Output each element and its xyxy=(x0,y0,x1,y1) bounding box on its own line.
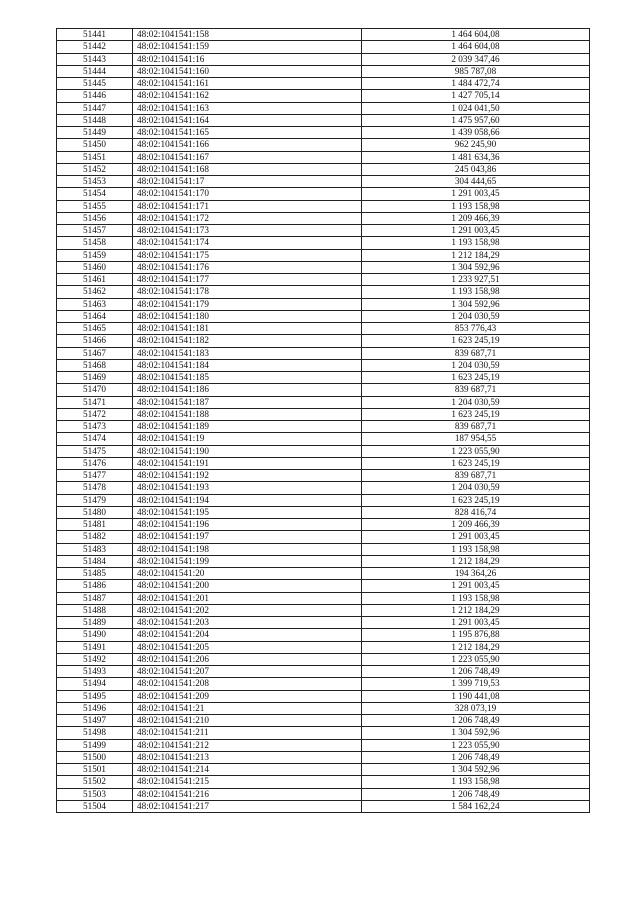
table-row xyxy=(57,800,590,812)
row-number-cell: 51501 xyxy=(57,764,133,776)
row-number-cell: 51465 xyxy=(57,323,133,335)
cadastral-number-cell: 48:02:1041541:206 xyxy=(133,653,362,665)
cadastral-value-cell: 1 195 876,88 xyxy=(362,629,590,641)
cadastral-value-cell: 1 212 184,29 xyxy=(362,604,590,616)
cadastral-number-cell: 48:02:1041541:201 xyxy=(133,592,362,604)
row-number-cell: 51467 xyxy=(57,347,133,359)
table-row xyxy=(57,421,590,433)
table-row xyxy=(57,776,590,788)
cadastral-value-cell: 1 209 466,39 xyxy=(362,212,590,224)
cadastral-number-cell: 48:02:1041541:210 xyxy=(133,715,362,727)
cadastral-value-cell: 1 233 927,51 xyxy=(362,274,590,286)
row-number-cell: 51476 xyxy=(57,457,133,469)
cadastral-number-cell: 48:02:1041541:215 xyxy=(133,776,362,788)
cadastral-value-cell: 1 623 245,19 xyxy=(362,494,590,506)
cadastral-number-cell: 48:02:1041541:200 xyxy=(133,580,362,592)
cadastral-number-cell: 48:02:1041541:197 xyxy=(133,531,362,543)
table-row xyxy=(57,568,590,580)
table-row xyxy=(57,188,590,200)
cadastral-value-cell: 1 193 158,98 xyxy=(362,776,590,788)
cadastral-value-cell: 1 291 003,45 xyxy=(362,531,590,543)
row-number-cell: 51463 xyxy=(57,298,133,310)
row-number-cell: 51451 xyxy=(57,151,133,163)
cadastral-number-cell: 48:02:1041541:214 xyxy=(133,764,362,776)
row-number-cell: 51449 xyxy=(57,127,133,139)
table-row xyxy=(57,457,590,469)
cadastral-value-cell: 1 193 158,98 xyxy=(362,543,590,555)
row-number-cell: 51445 xyxy=(57,78,133,90)
cadastral-value-cell: 839 687,71 xyxy=(362,470,590,482)
cadastral-number-cell: 48:02:1041541:176 xyxy=(133,261,362,273)
cadastral-number-cell: 48:02:1041541:193 xyxy=(133,482,362,494)
cadastral-value-cell: 328 073,19 xyxy=(362,702,590,714)
cadastral-value-cell: 1 204 030,59 xyxy=(362,310,590,322)
table-row xyxy=(57,225,590,237)
row-number-cell: 51500 xyxy=(57,751,133,763)
table-row xyxy=(57,298,590,310)
cadastral-value-cell: 828 416,74 xyxy=(362,506,590,518)
cadastral-value-cell: 1 193 158,98 xyxy=(362,200,590,212)
table-row xyxy=(57,102,590,114)
row-number-cell: 51492 xyxy=(57,653,133,665)
cadastral-value-cell: 1 206 748,49 xyxy=(362,666,590,678)
table-row xyxy=(57,384,590,396)
cadastral-value-cell: 839 687,71 xyxy=(362,421,590,433)
cadastral-value-cell: 1 204 030,59 xyxy=(362,359,590,371)
cadastral-number-cell: 48:02:1041541:213 xyxy=(133,751,362,763)
row-number-cell: 51475 xyxy=(57,445,133,457)
cadastral-number-cell: 48:02:1041541:188 xyxy=(133,408,362,420)
cadastral-number-cell: 48:02:1041541:204 xyxy=(133,629,362,641)
cadastral-value-cell: 1 223 055,90 xyxy=(362,445,590,457)
table-row xyxy=(57,653,590,665)
cadastral-number-cell: 48:02:1041541:189 xyxy=(133,421,362,433)
table-row xyxy=(57,555,590,567)
cadastral-value-cell: 1 209 466,39 xyxy=(362,519,590,531)
cadastral-number-cell: 48:02:1041541:209 xyxy=(133,690,362,702)
table-row xyxy=(57,249,590,261)
row-number-cell: 51471 xyxy=(57,396,133,408)
table-row xyxy=(57,323,590,335)
row-number-cell: 51479 xyxy=(57,494,133,506)
row-number-cell: 51446 xyxy=(57,90,133,102)
cadastral-value-cell: 1 439 058,66 xyxy=(362,127,590,139)
cadastral-number-cell: 48:02:1041541:205 xyxy=(133,641,362,653)
cadastral-number-cell: 48:02:1041541:171 xyxy=(133,200,362,212)
row-number-cell: 51482 xyxy=(57,531,133,543)
table-row xyxy=(57,580,590,592)
cadastral-value-cell: 1 304 592,96 xyxy=(362,727,590,739)
table-row xyxy=(57,788,590,800)
cadastral-number-cell: 48:02:1041541:199 xyxy=(133,555,362,567)
row-number-cell: 51496 xyxy=(57,702,133,714)
cadastral-value-cell: 839 687,71 xyxy=(362,347,590,359)
table-row xyxy=(57,408,590,420)
cadastral-value-cell: 304 444,65 xyxy=(362,176,590,188)
cadastral-value-cell: 1 291 003,45 xyxy=(362,580,590,592)
row-number-cell: 51489 xyxy=(57,617,133,629)
cadastral-number-cell: 48:02:1041541:158 xyxy=(133,29,362,41)
cadastral-value-cell: 1 399 719,53 xyxy=(362,678,590,690)
table-row xyxy=(57,151,590,163)
cadastral-number-cell: 48:02:1041541:159 xyxy=(133,41,362,53)
cadastral-value-cell: 1 623 245,19 xyxy=(362,335,590,347)
cadastral-value-cell: 1 304 592,96 xyxy=(362,298,590,310)
cadastral-value-cell: 1 193 158,98 xyxy=(362,592,590,604)
cadastral-value-cell: 839 687,71 xyxy=(362,384,590,396)
table-row xyxy=(57,702,590,714)
cadastral-number-cell: 48:02:1041541:216 xyxy=(133,788,362,800)
table-row xyxy=(57,372,590,384)
cadastral-number-cell: 48:02:1041541:217 xyxy=(133,800,362,812)
row-number-cell: 51494 xyxy=(57,678,133,690)
cadastral-number-cell: 48:02:1041541:191 xyxy=(133,457,362,469)
cadastral-number-cell: 48:02:1041541:172 xyxy=(133,212,362,224)
cadastral-value-cell: 1 623 245,19 xyxy=(362,457,590,469)
row-number-cell: 51485 xyxy=(57,568,133,580)
table-row xyxy=(57,470,590,482)
row-number-cell: 51487 xyxy=(57,592,133,604)
cadastral-value-cell: 1 223 055,90 xyxy=(362,739,590,751)
row-number-cell: 51443 xyxy=(57,53,133,65)
table-row xyxy=(57,347,590,359)
cadastral-value-cell: 1 212 184,29 xyxy=(362,555,590,567)
row-number-cell: 51441 xyxy=(57,29,133,41)
row-number-cell: 51490 xyxy=(57,629,133,641)
row-number-cell: 51469 xyxy=(57,372,133,384)
row-number-cell: 51497 xyxy=(57,715,133,727)
cadastral-value-cell: 1 481 634,36 xyxy=(362,151,590,163)
cadastral-number-cell: 48:02:1041541:183 xyxy=(133,347,362,359)
table-row xyxy=(57,751,590,763)
cadastral-number-cell: 48:02:1041541:167 xyxy=(133,151,362,163)
cadastral-number-cell: 48:02:1041541:181 xyxy=(133,323,362,335)
table-row xyxy=(57,617,590,629)
row-number-cell: 51495 xyxy=(57,690,133,702)
table-row xyxy=(57,65,590,77)
cadastral-value-cell: 1 623 245,19 xyxy=(362,372,590,384)
cadastral-value-cell: 2 039 347,46 xyxy=(362,53,590,65)
table-row xyxy=(57,543,590,555)
table-row xyxy=(57,274,590,286)
row-number-cell: 51484 xyxy=(57,555,133,567)
table-row xyxy=(57,641,590,653)
row-number-cell: 51450 xyxy=(57,139,133,151)
table-row xyxy=(57,604,590,616)
row-number-cell: 51498 xyxy=(57,727,133,739)
table-body xyxy=(57,29,590,813)
cadastral-number-cell: 48:02:1041541:177 xyxy=(133,274,362,286)
cadastral-number-cell: 48:02:1041541:161 xyxy=(133,78,362,90)
row-number-cell: 51473 xyxy=(57,421,133,433)
cadastral-value-cell: 1 212 184,29 xyxy=(362,249,590,261)
cadastral-value-cell: 1 193 158,98 xyxy=(362,237,590,249)
cadastral-value-cell: 1 204 030,59 xyxy=(362,482,590,494)
cadastral-number-cell: 48:02:1041541:190 xyxy=(133,445,362,457)
table-row xyxy=(57,715,590,727)
table-row xyxy=(57,53,590,65)
cadastral-number-cell: 48:02:1041541:198 xyxy=(133,543,362,555)
row-number-cell: 51464 xyxy=(57,310,133,322)
table-row xyxy=(57,445,590,457)
cadastral-number-cell: 48:02:1041541:20 xyxy=(133,568,362,580)
table-row xyxy=(57,90,590,102)
cadastral-value-cell: 187 954,55 xyxy=(362,433,590,445)
cadastral-value-cell: 1 464 604,08 xyxy=(362,29,590,41)
cadastral-number-cell: 48:02:1041541:212 xyxy=(133,739,362,751)
cadastral-value-cell: 194 364,26 xyxy=(362,568,590,580)
row-number-cell: 51474 xyxy=(57,433,133,445)
row-number-cell: 51483 xyxy=(57,543,133,555)
cadastral-number-cell: 48:02:1041541:211 xyxy=(133,727,362,739)
cadastral-number-cell: 48:02:1041541:203 xyxy=(133,617,362,629)
row-number-cell: 51447 xyxy=(57,102,133,114)
cadastral-value-cell: 1 206 748,49 xyxy=(362,751,590,763)
cadastral-number-cell: 48:02:1041541:179 xyxy=(133,298,362,310)
cadastral-number-cell: 48:02:1041541:202 xyxy=(133,604,362,616)
cadastral-value-cell: 1 304 592,96 xyxy=(362,764,590,776)
cadastral-value-cell: 853 776,43 xyxy=(362,323,590,335)
table-row xyxy=(57,727,590,739)
table-row xyxy=(57,237,590,249)
row-number-cell: 51468 xyxy=(57,359,133,371)
table-row xyxy=(57,41,590,53)
row-number-cell: 51459 xyxy=(57,249,133,261)
cadastral-number-cell: 48:02:1041541:17 xyxy=(133,176,362,188)
row-number-cell: 51458 xyxy=(57,237,133,249)
cadastral-number-cell: 48:02:1041541:175 xyxy=(133,249,362,261)
cadastral-value-cell: 1 024 041,50 xyxy=(362,102,590,114)
cadastral-value-cell: 1 223 055,90 xyxy=(362,653,590,665)
row-number-cell: 51480 xyxy=(57,506,133,518)
row-number-cell: 51472 xyxy=(57,408,133,420)
cadastral-number-cell: 48:02:1041541:16 xyxy=(133,53,362,65)
row-number-cell: 51493 xyxy=(57,666,133,678)
cadastral-number-cell: 48:02:1041541:178 xyxy=(133,286,362,298)
cadastral-number-cell: 48:02:1041541:173 xyxy=(133,225,362,237)
cadastral-value-cell: 1 623 245,19 xyxy=(362,408,590,420)
cadastral-number-cell: 48:02:1041541:170 xyxy=(133,188,362,200)
cadastral-value-cell: 1 212 184,29 xyxy=(362,641,590,653)
row-number-cell: 51457 xyxy=(57,225,133,237)
row-number-cell: 51478 xyxy=(57,482,133,494)
row-number-cell: 51453 xyxy=(57,176,133,188)
cadastral-value-cell: 1 193 158,98 xyxy=(362,286,590,298)
table-row xyxy=(57,666,590,678)
cadastral-number-cell: 48:02:1041541:207 xyxy=(133,666,362,678)
cadastral-value-cell: 1 427 705,14 xyxy=(362,90,590,102)
cadastral-number-cell: 48:02:1041541:182 xyxy=(133,335,362,347)
row-number-cell: 51499 xyxy=(57,739,133,751)
table-row xyxy=(57,739,590,751)
table-row xyxy=(57,433,590,445)
table-row xyxy=(57,127,590,139)
table-row xyxy=(57,176,590,188)
cadastral-number-cell: 48:02:1041541:180 xyxy=(133,310,362,322)
cadastral-number-cell: 48:02:1041541:163 xyxy=(133,102,362,114)
row-number-cell: 51491 xyxy=(57,641,133,653)
table-row xyxy=(57,494,590,506)
row-number-cell: 51470 xyxy=(57,384,133,396)
cadastral-number-cell: 48:02:1041541:162 xyxy=(133,90,362,102)
cadastral-value-cell: 1 484 472,74 xyxy=(362,78,590,90)
row-number-cell: 51452 xyxy=(57,163,133,175)
row-number-cell: 51486 xyxy=(57,580,133,592)
row-number-cell: 51503 xyxy=(57,788,133,800)
cadastral-number-cell: 48:02:1041541:164 xyxy=(133,114,362,126)
cadastral-value-cell: 1 584 162,24 xyxy=(362,800,590,812)
cadastral-value-cell: 1 206 748,49 xyxy=(362,788,590,800)
cadastral-number-cell: 48:02:1041541:21 xyxy=(133,702,362,714)
table-row xyxy=(57,200,590,212)
cadastral-number-cell: 48:02:1041541:186 xyxy=(133,384,362,396)
cadastral-number-cell: 48:02:1041541:192 xyxy=(133,470,362,482)
table-row xyxy=(57,519,590,531)
cadastral-number-cell: 48:02:1041541:184 xyxy=(133,359,362,371)
row-number-cell: 51461 xyxy=(57,274,133,286)
row-number-cell: 51456 xyxy=(57,212,133,224)
cadastral-value-cell: 962 245,90 xyxy=(362,139,590,151)
cadastral-number-cell: 48:02:1041541:166 xyxy=(133,139,362,151)
cadastral-value-cell: 1 304 592,96 xyxy=(362,261,590,273)
row-number-cell: 51444 xyxy=(57,65,133,77)
cadastral-number-cell: 48:02:1041541:168 xyxy=(133,163,362,175)
cadastral-number-cell: 48:02:1041541:185 xyxy=(133,372,362,384)
row-number-cell: 51454 xyxy=(57,188,133,200)
cadastral-number-cell: 48:02:1041541:208 xyxy=(133,678,362,690)
table-row xyxy=(57,629,590,641)
cadastral-number-cell: 48:02:1041541:195 xyxy=(133,506,362,518)
cadastral-number-cell: 48:02:1041541:187 xyxy=(133,396,362,408)
row-number-cell: 51477 xyxy=(57,470,133,482)
table-row xyxy=(57,592,590,604)
table-row xyxy=(57,690,590,702)
cadastral-value-cell: 245 043,86 xyxy=(362,163,590,175)
row-number-cell: 51502 xyxy=(57,776,133,788)
cadastral-value-cell: 1 206 748,49 xyxy=(362,715,590,727)
cadastral-number-cell: 48:02:1041541:196 xyxy=(133,519,362,531)
row-number-cell: 51448 xyxy=(57,114,133,126)
cadastral-value-cell: 1 291 003,45 xyxy=(362,617,590,629)
cadastral-value-cell: 1 464 604,08 xyxy=(362,41,590,53)
table-row xyxy=(57,396,590,408)
table-row xyxy=(57,310,590,322)
table-row xyxy=(57,114,590,126)
table-row xyxy=(57,764,590,776)
table-row xyxy=(57,78,590,90)
cadastral-value-cell: 985 787,08 xyxy=(362,65,590,77)
cadastral-value-cell: 1 291 003,45 xyxy=(362,225,590,237)
table-row xyxy=(57,531,590,543)
table-row xyxy=(57,359,590,371)
table-row xyxy=(57,482,590,494)
row-number-cell: 51504 xyxy=(57,800,133,812)
table-row xyxy=(57,506,590,518)
cadastral-value-cell: 1 475 957,60 xyxy=(362,114,590,126)
table-row xyxy=(57,335,590,347)
cadastral-value-cell: 1 291 003,45 xyxy=(362,188,590,200)
row-number-cell: 51442 xyxy=(57,41,133,53)
row-number-cell: 51488 xyxy=(57,604,133,616)
cadastral-value-cell: 1 190 441,08 xyxy=(362,690,590,702)
row-number-cell: 51466 xyxy=(57,335,133,347)
table-row xyxy=(57,29,590,41)
table-row xyxy=(57,286,590,298)
table-row xyxy=(57,212,590,224)
table-row xyxy=(57,139,590,151)
table-row xyxy=(57,261,590,273)
cadastral-number-cell: 48:02:1041541:174 xyxy=(133,237,362,249)
row-number-cell: 51462 xyxy=(57,286,133,298)
cadastral-value-cell: 1 204 030,59 xyxy=(362,396,590,408)
cadastral-value-table xyxy=(56,28,590,813)
row-number-cell: 51481 xyxy=(57,519,133,531)
table-row xyxy=(57,678,590,690)
row-number-cell: 51455 xyxy=(57,200,133,212)
cadastral-number-cell: 48:02:1041541:165 xyxy=(133,127,362,139)
cadastral-number-cell: 48:02:1041541:19 xyxy=(133,433,362,445)
table-row xyxy=(57,163,590,175)
cadastral-number-cell: 48:02:1041541:160 xyxy=(133,65,362,77)
cadastral-number-cell: 48:02:1041541:194 xyxy=(133,494,362,506)
row-number-cell: 51460 xyxy=(57,261,133,273)
